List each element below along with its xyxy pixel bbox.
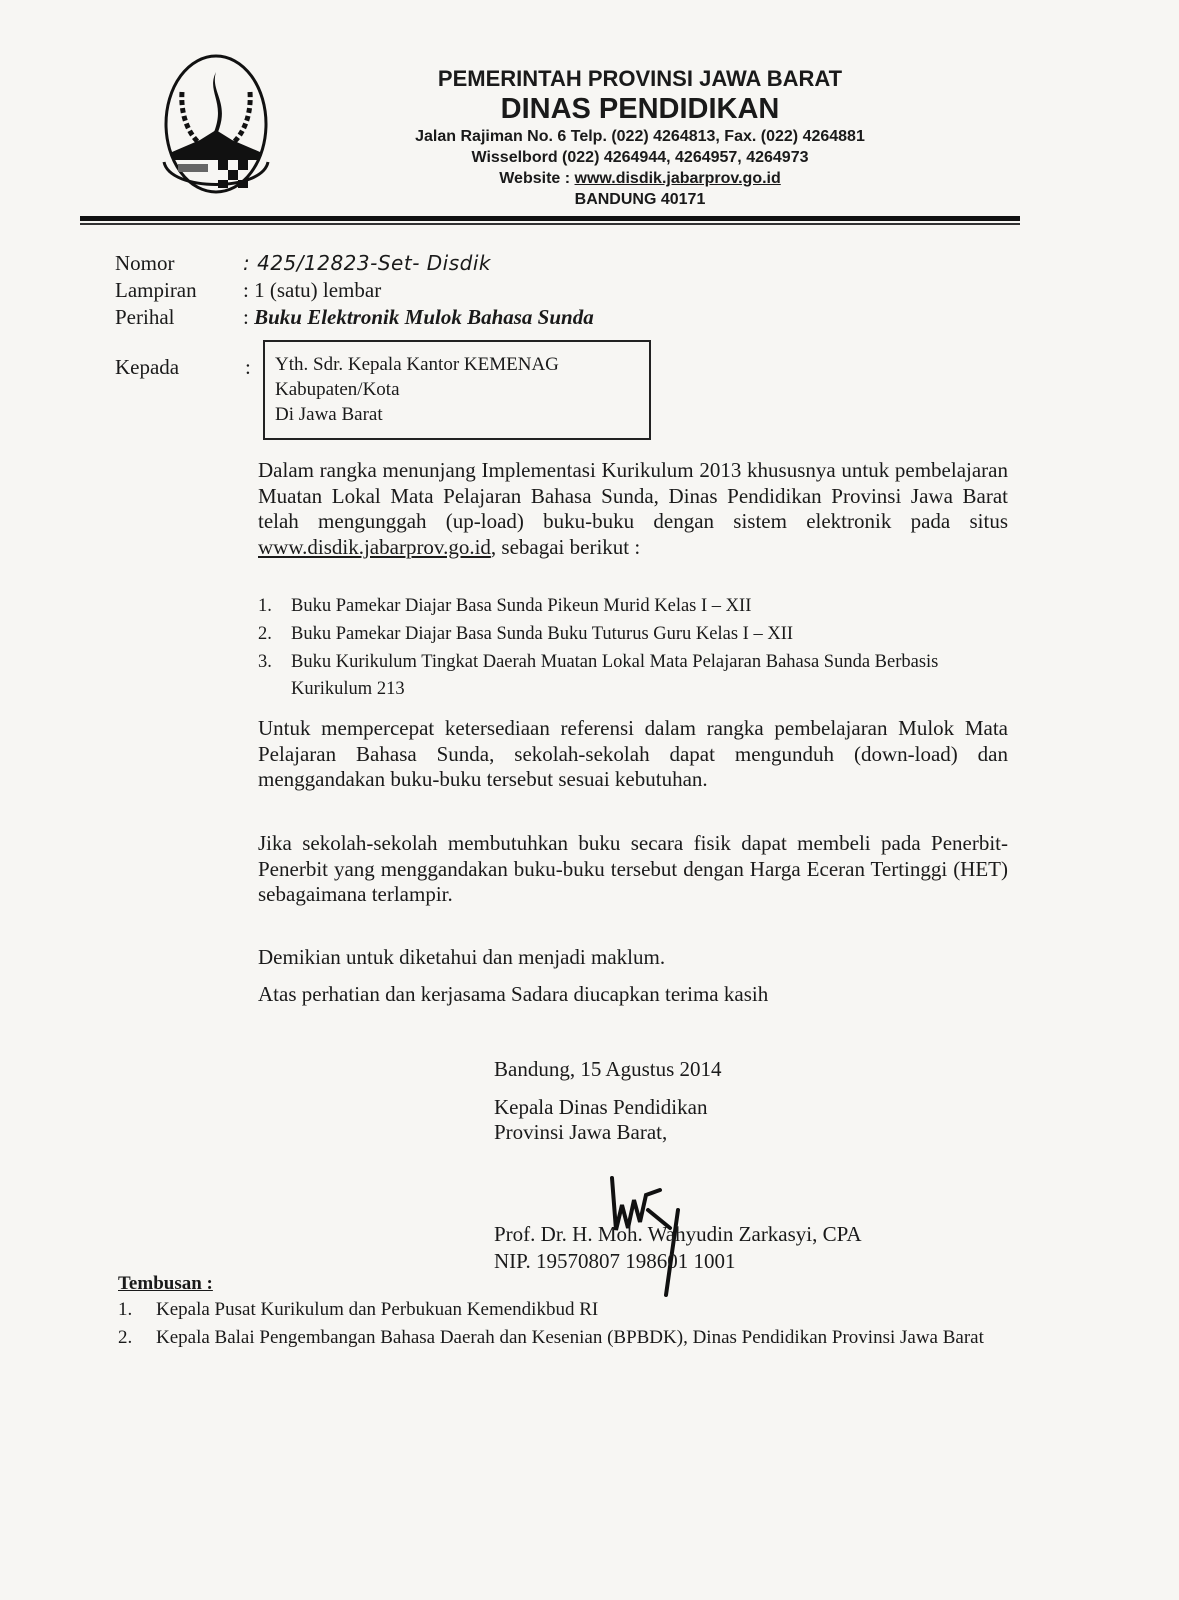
recipient-box: [263, 340, 651, 440]
list-number: 2.: [258, 624, 272, 644]
nomor-value: : 425/12823-Set- Disdik: [243, 251, 491, 275]
list-text: Buku Pamekar Diajar Basa Sunda Buku Tuturus Guru Kelas I – XII: [291, 624, 794, 644]
website-link[interactable]: www.disdik.jabarprov.go.id: [574, 170, 781, 187]
list-number: 3.: [258, 652, 272, 672]
nomor-label: Nomor: [115, 251, 175, 275]
recipient-line: Di Jawa Barat: [275, 404, 383, 425]
agency-address: Jalan Rajiman No. 6 Telp. (022) 4264813, Fax. (022) 4264881: [415, 128, 865, 145]
body-paragraph-1: [258, 458, 1008, 560]
body-paragraph-3: Jika sekolah-sekolah membutuhkan buku secara fisik dapat membeli pada Penerbit-Penerbit yang menggandakan buku-buku tersebut dengan Harga Eceran Tertinggi (HET) sebagaimana terlampir.: [258, 831, 1008, 907]
recipient-line: Yth. Sdr. Kepala Kantor KEMENAG: [275, 354, 559, 375]
body-paragraph-5: Atas perhatian dan kerjasama Sadara diucapkan terima kasih: [258, 982, 769, 1006]
tembusan-number: 2.: [118, 1327, 133, 1348]
tembusan-label: Tembusan :: [118, 1273, 213, 1294]
body-paragraph-2: Untuk mempercepat ketersediaan referensi dalam rangka pembelajaran Mulok Mata Pelajaran Bahasa Sunda, sekolah-sekolah dapat mengunduh (down-load) dan menggandakan buku-buku tersebut sesuai kebutuhan.: [258, 716, 1008, 792]
agency-switchboard: Wisselbord (022) 4264944, 4264957, 4264973: [471, 149, 809, 166]
tembusan-number: 1.: [118, 1299, 133, 1320]
government-name: PEMERINTAH PROVINSI JAWA BARAT: [437, 66, 843, 91]
perihal-line: [243, 304, 594, 331]
p1-website-link[interactable]: www.disdik.jabarprov.go.id: [258, 534, 491, 559]
agency-city: BANDUNG 40171: [574, 191, 706, 208]
kepada-label: Kepada: [115, 355, 180, 379]
provincial-emblem-logo: [160, 52, 272, 202]
letterhead-divider: [80, 216, 1020, 221]
p1-text: Dalam rangka menunjang Implementasi Kurikulum 2013 khususnya untuk pembelajaran Muatan Lokal Mata Pelajaran Bahasa Sunda, Dinas Pendidikan Provinsi Jawa Barat telah mengunggah (up-load) buku-buku dengan sistem elektronik pada situs: [258, 458, 1008, 534]
perihal-label: Perihal: [115, 305, 175, 329]
p1-text-end: , sebagai berikut :: [490, 534, 641, 559]
tembusan-text: Kepala Balai Pengembangan Bahasa Daerah dan Kesenian (BPBDK), Dinas Pendidikan Provinsi Jawa Barat: [156, 1327, 984, 1348]
letterhead-divider-thin: [80, 223, 1020, 225]
list-number: 1.: [258, 596, 272, 616]
lampiran-label: Lampiran: [115, 278, 197, 302]
body-paragraph-4: Demikian untuk diketahui dan menjadi maklum.: [258, 945, 666, 969]
agency-website-line: [380, 170, 900, 188]
signatory-title-1: Kepala Dinas Pendidikan: [494, 1095, 708, 1119]
agency-name: DINAS PENDIDIKAN: [500, 93, 780, 125]
tembusan-text: Kepala Pusat Kurikulum dan Perbukuan Kemendikbud RI: [156, 1299, 599, 1320]
signatory-nip: NIP. 19570807 198601 1001: [494, 1249, 736, 1273]
website-label: Website :: [499, 170, 575, 187]
signatory-name: Prof. Dr. H. Moh. Wahyudin Zarkasyi, CPA: [494, 1222, 862, 1246]
place-date: Bandung, 15 Agustus 2014: [494, 1057, 722, 1081]
recipient-line: Kabupaten/Kota: [275, 379, 400, 400]
perihal-value: Buku Elektronik Mulok Bahasa Sunda: [254, 305, 594, 329]
signatory-title-2: Provinsi Jawa Barat,: [494, 1120, 668, 1144]
lampiran-value: : 1 (satu) lembar: [243, 278, 382, 302]
kepada-colon: :: [245, 355, 251, 379]
perihal-colon: :: [243, 305, 255, 329]
list-text: Buku Pamekar Diajar Basa Sunda Pikeun Murid Kelas I – XII: [291, 596, 752, 616]
list-text: Buku Kurikulum Tingkat Daerah Muatan Lokal Mata Pelajaran Bahasa Sunda Berbasis Kurikulum 213: [291, 652, 939, 699]
